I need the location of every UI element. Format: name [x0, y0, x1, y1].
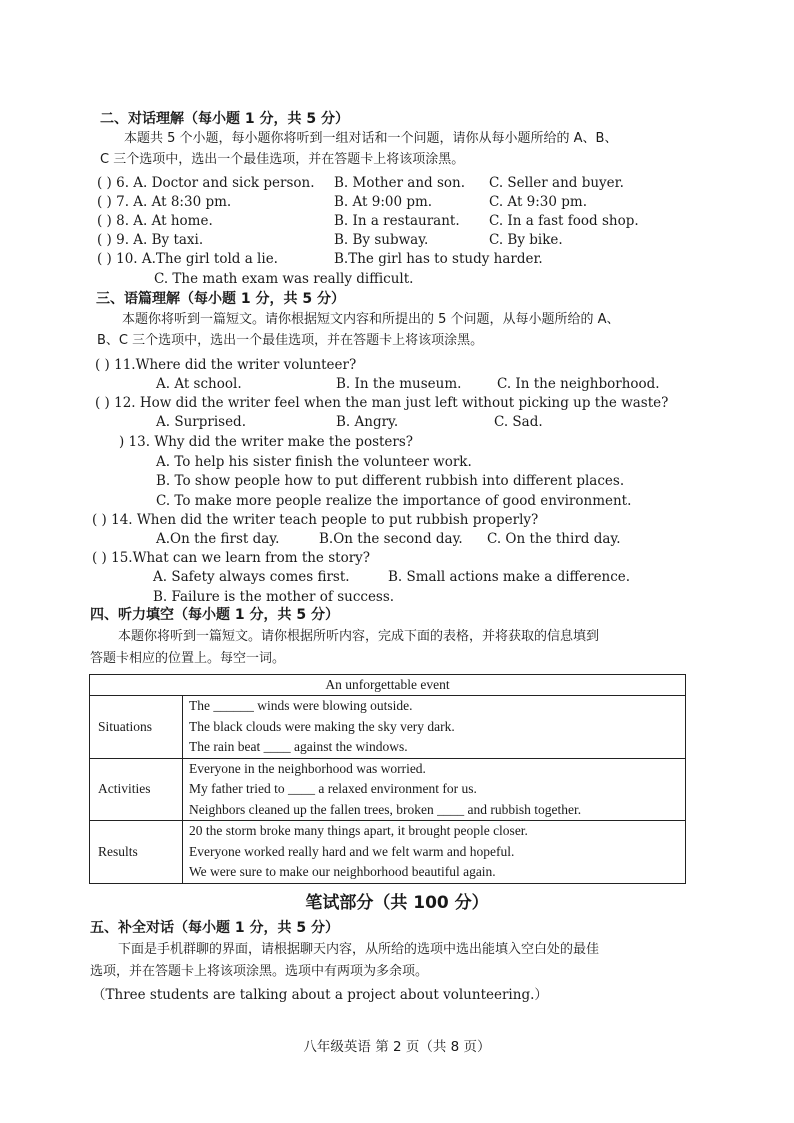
question-15-option-a: A. Safety always comes first.	[153, 569, 350, 585]
question-7: ( ) 7. A. At 8:30 pm.	[97, 194, 232, 210]
section-4-intro-line1: 本题你将听到一篇短文。请你根据所听内容，完成下面的表格，并将获取的信息填到	[118, 629, 600, 644]
question-14-option-b: B.On the second day.	[319, 531, 463, 547]
results-line-1: 20 the storm broke many things apart, it brought people closer.	[189, 823, 528, 838]
event-table	[89, 674, 686, 884]
question-15-option-c: B. Failure is the mother of success.	[153, 589, 395, 605]
section-3-intro-line1: 本题你将听到一篇短文。请你根据短文内容和所提出的 5 个问题，从每小题所给的 A、	[122, 312, 620, 327]
question-6-option-c: C. Seller and buyer.	[489, 175, 624, 191]
question-14: ( ) 14. When did the writer teach people to put rubbish properly?	[92, 512, 539, 528]
question-10: ( ) 10. A.The girl told a lie.	[97, 251, 278, 267]
written-part-heading: 笔试部分（共 100 分）	[305, 893, 489, 913]
question-12: ( ) 12. How did the writer feel when the man just left without picking up the waste?	[95, 395, 669, 411]
situations-cell	[183, 696, 686, 759]
section-4-title: 四、听力填空（每小题 1 分，共 5 分）	[90, 607, 339, 623]
question-13-option-a: A. To help his sister finish the volunteer work.	[156, 454, 472, 470]
section-3-title: 三、语篇理解（每小题 1 分，共 5 分）	[96, 291, 345, 307]
page-footer: 八年级英语 第 2 页（共 8 页）	[303, 1039, 491, 1055]
question-8: ( ) 8. A. At home.	[97, 213, 213, 229]
section-5-note: （Three students are talking about a project about volunteering.）	[92, 987, 548, 1003]
question-7-option-c: C. At 9:30 pm.	[489, 194, 588, 210]
question-15: ( ) 15.What can we learn from the story?	[92, 550, 371, 566]
question-10-option-c: C. The math exam was really difficult.	[154, 271, 414, 287]
question-9-option-c: C. By bike.	[489, 232, 563, 248]
question-8-option-c: C. In a fast food shop.	[489, 213, 639, 229]
question-12-option-a: A. Surprised.	[156, 414, 246, 430]
question-13-option-b: B. To show people how to put different rubbish into different places.	[156, 473, 625, 489]
question-13-option-c: C. To make more people realize the importance of good environment.	[156, 493, 632, 509]
activities-line-1: Everyone in the neighborhood was worried.	[189, 760, 426, 776]
question-12-option-b: B. Angry.	[336, 414, 399, 430]
section-5-title: 五、补全对话（每小题 1 分，共 5 分）	[90, 920, 339, 936]
section-5-intro-line1: 下面是手机群聊的界面，请根据聊天内容，从所给的选项中选出能填入空白处的最佳	[118, 942, 600, 957]
results-line-2: Everyone worked really hard and we felt warm and hopeful.	[189, 843, 515, 859]
question-8-option-b: B. In a restaurant.	[334, 213, 460, 229]
question-6: ( ) 6. A. Doctor and sick person.	[97, 175, 315, 191]
section-3-intro-line2: B、C 三个选项中，选出一个最佳选项，并在答题卡上将该项涂黑。	[97, 333, 484, 348]
section-4-intro-line2: 答题卡相应的位置上。每空一词。	[90, 651, 286, 666]
question-7-option-b: B. At 9:00 pm.	[334, 194, 433, 210]
question-9-option-b: B. By subway.	[334, 232, 429, 248]
question-11-option-b: B. In the museum.	[336, 376, 462, 392]
question-14-option-c: C. On the third day.	[487, 531, 621, 547]
question-11: ( ) 11.Where did the writer volunteer?	[95, 357, 357, 373]
section-5-intro-line2: 选项，并在答题卡上将该项涂黑。选项中有两项为多余项。	[90, 964, 429, 979]
row-label-situations: Situations	[90, 696, 183, 759]
section-2-intro-line1: 本题共 5 个小题，每小题你将听到一组对话和一个问题，请你从每小题所给的 A、B、	[124, 131, 618, 146]
row-label-results: Results	[90, 821, 183, 884]
situations-line-3: The rain beat ____ against the windows.	[189, 739, 408, 754]
question-11-option-c: C. In the neighborhood.	[497, 376, 660, 392]
results-cell	[183, 821, 686, 884]
situations-line-1: The ______ winds were blowing outside.	[189, 698, 413, 713]
question-6-option-b: B. Mother and son.	[334, 175, 466, 191]
section-2-title: 二、对话理解（每小题 1 分，共 5 分）	[100, 111, 349, 127]
question-15-option-b: B. Small actions make a difference.	[388, 569, 631, 585]
section-2-intro-line2: C 三个选项中，选出一个最佳选项，并在答题卡上将该项涂黑。	[100, 152, 465, 167]
question-12-option-c: C. Sad.	[494, 414, 543, 430]
question-10-option-b: B.The girl has to study harder.	[334, 251, 543, 267]
results-line-3: We were sure to make our neighborhood beautiful again.	[189, 864, 496, 879]
question-13: ) 13. Why did the writer make the posters?	[119, 434, 414, 450]
question-14-option-a: A.On the first day.	[156, 531, 280, 547]
situations-line-2: The black clouds were making the sky very dark.	[189, 718, 455, 734]
activities-line-3: Neighbors cleaned up the fallen trees, broken ____ and rubbish together.	[189, 801, 582, 817]
row-label-activities: Activities	[90, 758, 183, 821]
question-11-option-a: A. At school.	[156, 376, 242, 392]
activities-line-2: My father tried to ____ a relaxed environment for us.	[189, 781, 477, 796]
event-table-title: An unforgettable event	[90, 675, 686, 696]
question-9: ( ) 9. A. By taxi.	[97, 232, 204, 248]
activities-cell	[183, 758, 686, 821]
